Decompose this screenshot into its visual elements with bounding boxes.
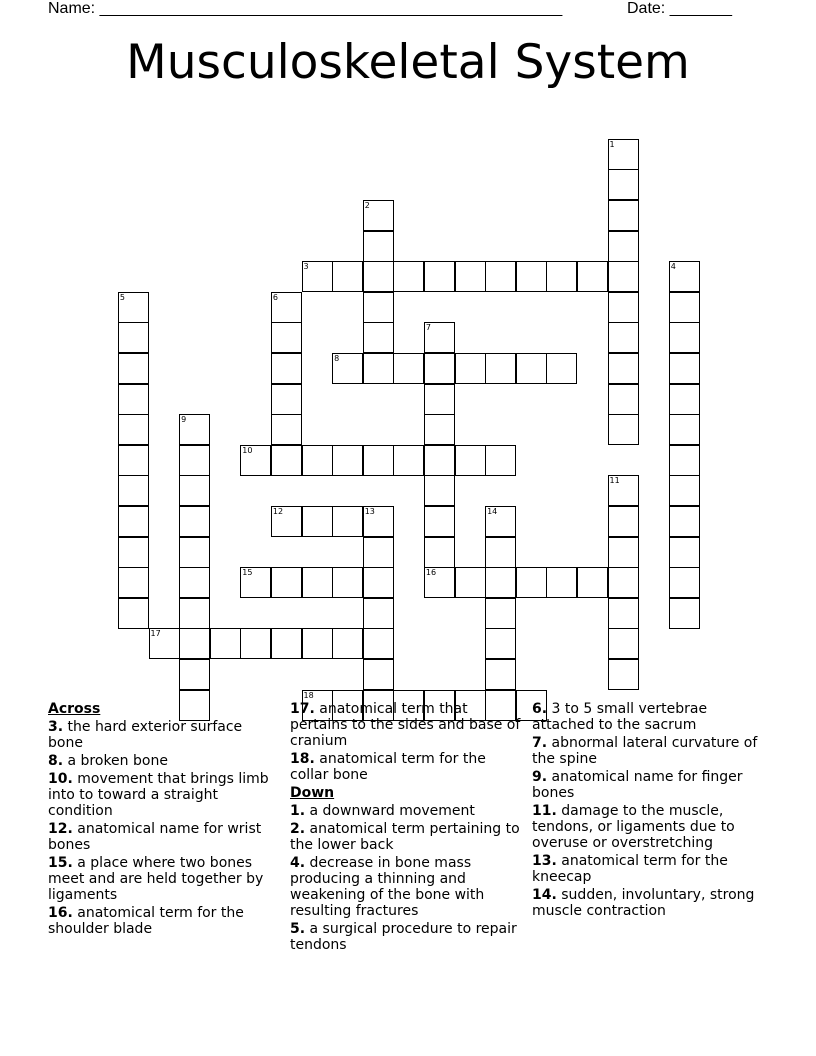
grid-cell[interactable] <box>608 567 639 598</box>
clues-column-2 <box>290 701 522 955</box>
grid-cell[interactable] <box>240 445 271 476</box>
grid-cell[interactable] <box>332 628 363 659</box>
grid-cell[interactable] <box>485 261 516 292</box>
grid-cell[interactable] <box>332 567 363 598</box>
grid-cell[interactable] <box>669 567 700 598</box>
clue-number-label: 11 <box>609 476 620 486</box>
grid-cell[interactable] <box>271 628 302 659</box>
grid-cell[interactable] <box>271 322 302 353</box>
clue-number-label: 5 <box>119 292 125 302</box>
clue-number-label: 6 <box>272 292 278 302</box>
grid-cell[interactable] <box>669 261 700 292</box>
clue-text: anatomical term for the kneecap <box>532 853 728 885</box>
grid-cell[interactable] <box>271 414 302 445</box>
grid-cell[interactable] <box>516 567 547 598</box>
clue-number-label: 2 <box>364 201 370 210</box>
grid-cell[interactable] <box>546 261 577 292</box>
date-field-label: Date: _______ <box>627 0 732 17</box>
clue-number: 5. <box>290 921 306 937</box>
clue-item <box>532 803 764 851</box>
page-title: Musculoskeletal System <box>126 35 690 90</box>
grid-cell[interactable] <box>363 598 394 629</box>
grid-cell[interactable] <box>608 598 639 629</box>
grid-cell[interactable] <box>363 292 394 323</box>
grid-cell[interactable] <box>424 322 455 353</box>
grid-cell[interactable] <box>149 628 180 659</box>
grid-cell[interactable] <box>516 353 547 384</box>
clue-number: 7. <box>532 735 548 751</box>
grid-cell[interactable] <box>363 567 394 598</box>
clue-item <box>290 821 522 853</box>
grid-cell[interactable] <box>608 322 639 353</box>
clue-number-label: 18 <box>303 690 314 700</box>
grid-cell[interactable] <box>393 445 424 476</box>
grid-cell[interactable] <box>608 414 639 445</box>
clue-item <box>48 821 280 853</box>
grid-cell[interactable] <box>608 475 639 506</box>
clue-text: sudden, involuntary, strong muscle contraction <box>532 887 755 919</box>
clue-number-label: 3 <box>303 262 309 272</box>
grid-cell[interactable] <box>363 231 394 262</box>
down-clue-list <box>290 803 522 953</box>
grid-cell[interactable] <box>485 537 516 568</box>
across-clue-list <box>48 719 280 937</box>
clue-item <box>532 853 764 885</box>
clue-number-label: 12 <box>272 507 284 516</box>
grid-cell[interactable] <box>608 659 639 690</box>
clue-item <box>290 921 522 953</box>
grid-cell[interactable] <box>363 628 394 659</box>
grid-cell[interactable] <box>608 537 639 568</box>
clue-item <box>290 701 522 749</box>
clue-number-label: 8 <box>334 354 340 363</box>
clue-number-label: 10 <box>242 445 253 455</box>
clue-text: movement that brings limb into to toward a straight condition <box>48 771 269 819</box>
clue-number: 6. <box>532 701 548 717</box>
grid-cell[interactable] <box>424 537 455 568</box>
name-field-label: Name: ____________________________________________________ <box>48 0 563 17</box>
clue-number: 12. <box>48 821 73 837</box>
clue-text: 3 to 5 small vertebrae attached to the sacrum <box>532 701 708 733</box>
grid-cell[interactable] <box>118 292 149 323</box>
grid-cell[interactable] <box>608 200 639 231</box>
clue-text: a downward movement <box>305 803 475 819</box>
grid-cell[interactable] <box>332 506 363 537</box>
grid-cell[interactable] <box>577 567 608 598</box>
grid-cell[interactable] <box>608 384 639 415</box>
clue-number-label: 7 <box>425 323 431 333</box>
clue-number: 13. <box>532 853 557 869</box>
clue-item <box>48 905 280 937</box>
clue-number: 1. <box>290 803 306 819</box>
grid-cell[interactable] <box>118 598 149 629</box>
clue-item <box>48 753 280 769</box>
grid-cell[interactable] <box>485 659 516 690</box>
across-heading: Across <box>48 701 101 717</box>
grid-cell[interactable] <box>271 353 302 384</box>
clue-item <box>532 769 764 801</box>
grid-cell[interactable] <box>669 506 700 537</box>
clue-number: 16. <box>48 905 73 921</box>
grid-cell[interactable] <box>669 322 700 353</box>
grid-cell[interactable] <box>118 445 149 476</box>
grid-cell[interactable] <box>577 261 608 292</box>
down-clue-list-continued <box>532 701 764 919</box>
grid-cell[interactable] <box>669 475 700 506</box>
clue-item <box>290 751 522 783</box>
grid-cell[interactable] <box>363 445 394 476</box>
clue-text: decrease in bone mass producing a thinning and weakening of the bone with resulting fractures <box>290 855 485 919</box>
clue-item <box>532 887 764 919</box>
grid-cell[interactable] <box>608 139 639 170</box>
grid-cell[interactable] <box>363 261 394 292</box>
grid-cell[interactable] <box>546 353 577 384</box>
grid-cell[interactable] <box>485 506 516 537</box>
grid-cell[interactable] <box>118 475 149 506</box>
clue-number-label: 13 <box>364 507 375 516</box>
clue-text: abnormal lateral curvature of the spine <box>532 735 758 767</box>
grid-cell[interactable] <box>424 261 455 292</box>
clue-item <box>290 855 522 919</box>
clue-item <box>532 701 764 733</box>
clue-number: 8. <box>48 753 64 769</box>
grid-cell[interactable] <box>455 353 486 384</box>
grid-cell[interactable] <box>485 445 516 476</box>
grid-cell[interactable] <box>118 567 149 598</box>
grid-cell[interactable] <box>608 506 639 537</box>
clue-text: anatomical term for the collar bone <box>290 751 486 783</box>
grid-cell[interactable] <box>424 506 455 537</box>
grid-cell[interactable] <box>118 537 149 568</box>
grid-cell[interactable] <box>302 567 333 598</box>
grid-cell[interactable] <box>302 445 333 476</box>
clue-item <box>290 803 522 819</box>
grid-cell[interactable] <box>455 445 486 476</box>
grid-cell[interactable] <box>485 567 516 598</box>
grid-cell[interactable] <box>485 353 516 384</box>
grid-cell[interactable] <box>179 475 210 506</box>
clue-number-label: 14 <box>487 507 498 516</box>
clue-text: damage to the muscle, tendons, or ligaments due to overuse or overstretching <box>532 803 735 851</box>
clue-number-label: 17 <box>150 629 161 639</box>
grid-cell[interactable] <box>179 414 210 445</box>
grid-cell[interactable] <box>118 353 149 384</box>
grid-cell[interactable] <box>485 598 516 629</box>
clue-number-label: 4 <box>670 262 676 272</box>
grid-cell[interactable] <box>669 384 700 415</box>
clue-number: 18. <box>290 751 315 767</box>
grid-cell[interactable] <box>424 475 455 506</box>
grid-cell[interactable] <box>179 445 210 476</box>
clue-item <box>532 735 764 767</box>
grid-cell[interactable] <box>118 414 149 445</box>
grid-cell[interactable] <box>179 537 210 568</box>
clue-text: a place where two bones meet and are held together by ligaments <box>48 855 264 903</box>
clue-item <box>48 719 280 751</box>
grid-cell[interactable] <box>118 506 149 537</box>
clues-column-1 <box>48 701 280 939</box>
clue-number-label: 16 <box>425 568 437 578</box>
grid-cell[interactable] <box>332 261 363 292</box>
clue-number: 11. <box>532 803 557 819</box>
grid-cell[interactable] <box>271 292 302 323</box>
grid-cell[interactable] <box>210 628 241 659</box>
grid-cell[interactable] <box>363 659 394 690</box>
clue-number: 4. <box>290 855 306 871</box>
grid-cell[interactable] <box>393 353 424 384</box>
grid-cell[interactable] <box>608 292 639 323</box>
grid-cell[interactable] <box>363 200 394 231</box>
grid-cell[interactable] <box>455 261 486 292</box>
grid-cell[interactable] <box>608 231 639 262</box>
clue-text: a surgical procedure to repair tendons <box>290 921 517 953</box>
grid-cell[interactable] <box>424 384 455 415</box>
clue-text: anatomical term pertaining to the lower back <box>290 821 520 853</box>
grid-cell[interactable] <box>669 292 700 323</box>
grid-cell[interactable] <box>240 567 271 598</box>
grid-cell[interactable] <box>669 414 700 445</box>
clue-number: 10. <box>48 771 73 787</box>
clue-item <box>48 855 280 903</box>
grid-cell[interactable] <box>669 598 700 629</box>
grid-cell[interactable] <box>669 353 700 384</box>
grid-cell[interactable] <box>363 353 394 384</box>
grid-cell[interactable] <box>302 628 333 659</box>
clue-text: anatomical name for wrist bones <box>48 821 262 853</box>
down-heading: Down <box>290 785 335 801</box>
clue-text: a broken bone <box>63 753 168 769</box>
grid-cell[interactable] <box>271 384 302 415</box>
grid-cell[interactable] <box>363 322 394 353</box>
grid-cell[interactable] <box>240 628 271 659</box>
grid-cell[interactable] <box>363 537 394 568</box>
clue-text: the hard exterior surface bone <box>48 719 243 751</box>
grid-cell[interactable] <box>455 567 486 598</box>
grid-cell[interactable] <box>118 322 149 353</box>
clue-text: anatomical term for the shoulder blade <box>48 905 244 937</box>
clue-number-label: 9 <box>181 415 187 425</box>
grid-cell[interactable] <box>179 659 210 690</box>
grid-cell[interactable] <box>179 506 210 537</box>
clue-number-label: 15 <box>242 568 253 578</box>
grid-cell[interactable] <box>608 353 639 384</box>
grid-cell[interactable] <box>424 353 455 384</box>
grid-cell[interactable] <box>332 445 363 476</box>
grid-cell[interactable] <box>546 567 577 598</box>
grid-cell[interactable] <box>424 445 455 476</box>
grid-cell[interactable] <box>485 628 516 659</box>
clue-number: 15. <box>48 855 73 871</box>
clues-column-3 <box>532 701 764 921</box>
grid-cell[interactable] <box>179 628 210 659</box>
grid-cell[interactable] <box>608 169 639 200</box>
grid-cell[interactable] <box>516 261 547 292</box>
clue-text: anatomical term that pertains to the sides and base of cranium <box>290 701 521 749</box>
across-clue-list-continued <box>290 701 522 783</box>
grid-cell[interactable] <box>669 537 700 568</box>
clue-number: 3. <box>48 719 64 735</box>
grid-cell[interactable] <box>271 567 302 598</box>
grid-cell[interactable] <box>271 506 302 537</box>
clue-text: anatomical name for finger bones <box>532 769 743 801</box>
grid-cell[interactable] <box>608 261 639 292</box>
clue-number: 9. <box>532 769 548 785</box>
grid-cell[interactable] <box>118 384 149 415</box>
grid-cell[interactable] <box>302 261 333 292</box>
clue-item <box>48 771 280 819</box>
grid-cell[interactable] <box>608 628 639 659</box>
clue-number: 14. <box>532 887 557 903</box>
clue-number-label: 1 <box>609 139 615 149</box>
grid-cell[interactable] <box>393 261 424 292</box>
clue-number: 2. <box>290 821 306 837</box>
clue-number: 17. <box>290 701 315 717</box>
grid-cell[interactable] <box>363 506 394 537</box>
grid-cell[interactable] <box>179 598 210 629</box>
grid-cell[interactable] <box>424 414 455 445</box>
grid-cell[interactable] <box>271 445 302 476</box>
grid-cell[interactable] <box>179 567 210 598</box>
grid-cell[interactable] <box>302 506 333 537</box>
grid-cell[interactable] <box>332 353 363 384</box>
grid-cell[interactable] <box>424 567 455 598</box>
grid-cell[interactable] <box>669 445 700 476</box>
